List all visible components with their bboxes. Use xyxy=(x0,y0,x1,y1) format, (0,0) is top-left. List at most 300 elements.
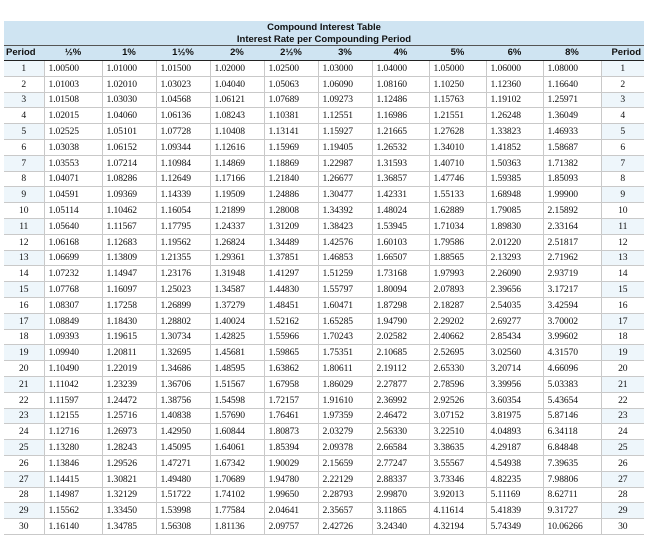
factor-cell: 1.10408 xyxy=(210,124,264,140)
factor-cell: 1.17795 xyxy=(156,218,210,234)
period-cell-right: 9 xyxy=(601,187,644,203)
factor-cell: 1.12551 xyxy=(318,108,372,124)
factor-cell: 1.94790 xyxy=(372,313,429,329)
factor-cell: 1.09369 xyxy=(102,187,156,203)
factor-cell: 1.15969 xyxy=(264,139,318,155)
factor-cell: 1.48451 xyxy=(264,297,318,313)
factor-cell: 1.20811 xyxy=(102,345,156,361)
period-cell-right: 10 xyxy=(601,203,644,219)
factor-cell: 1.14339 xyxy=(156,187,210,203)
factor-cell: 2.15659 xyxy=(318,455,372,471)
factor-cell: 1.08000 xyxy=(543,61,601,77)
table-subtitle: Interest Rate per Compounding Period xyxy=(4,33,644,46)
factor-cell: 2.85434 xyxy=(486,329,543,345)
factor-cell: 4.82235 xyxy=(486,471,543,487)
factor-cell: 1.40838 xyxy=(156,408,210,424)
column-header-rate: 1½% xyxy=(156,46,210,61)
period-cell: 26 xyxy=(4,455,44,471)
factor-cell: 2.39656 xyxy=(486,282,543,298)
factor-cell: 1.14987 xyxy=(44,487,102,503)
table-row xyxy=(4,282,644,298)
factor-cell: 1.11042 xyxy=(44,376,102,392)
period-cell-right: 11 xyxy=(601,218,644,234)
factor-cell: 1.87298 xyxy=(372,297,429,313)
factor-cell: 1.01000 xyxy=(102,61,156,77)
factor-cell: 1.38423 xyxy=(318,218,372,234)
factor-cell: 1.42825 xyxy=(210,329,264,345)
period-cell-right: 20 xyxy=(601,361,644,377)
factor-cell: 4.11614 xyxy=(429,503,486,519)
factor-cell: 1.01508 xyxy=(44,92,102,108)
factor-cell: 1.37279 xyxy=(210,297,264,313)
factor-cell: 8.62711 xyxy=(543,487,601,503)
factor-cell: 1.48595 xyxy=(210,361,264,377)
factor-cell: 1.31209 xyxy=(264,218,318,234)
factor-cell: 1.06699 xyxy=(44,250,102,266)
factor-cell: 1.45681 xyxy=(210,345,264,361)
factor-cell: 1.03553 xyxy=(44,155,102,171)
factor-cell: 1.65285 xyxy=(318,313,372,329)
table-row xyxy=(4,218,644,234)
factor-cell: 1.02000 xyxy=(210,61,264,77)
factor-cell: 1.99650 xyxy=(264,487,318,503)
factor-cell: 1.36706 xyxy=(156,376,210,392)
factor-cell: 1.31593 xyxy=(372,155,429,171)
factor-cell: 1.19102 xyxy=(486,92,543,108)
factor-cell: 2.19112 xyxy=(372,361,429,377)
factor-cell: 1.79085 xyxy=(486,203,543,219)
period-cell-right: 7 xyxy=(601,155,644,171)
factor-cell: 2.02582 xyxy=(372,329,429,345)
table-row xyxy=(4,345,644,361)
factor-cell: 1.06136 xyxy=(156,108,210,124)
factor-cell: 3.92013 xyxy=(429,487,486,503)
factor-cell: 1.40024 xyxy=(210,313,264,329)
period-cell-right: 24 xyxy=(601,424,644,440)
factor-cell: 1.08307 xyxy=(44,297,102,313)
table-row xyxy=(4,487,644,503)
factor-cell: 4.66096 xyxy=(543,361,601,377)
column-header-rate: 6% xyxy=(486,46,543,61)
factor-cell: 1.07768 xyxy=(44,282,102,298)
factor-cell: 1.08849 xyxy=(44,313,102,329)
factor-cell: 2.88337 xyxy=(372,471,429,487)
column-header-rate: 2½% xyxy=(264,46,318,61)
factor-cell: 1.13280 xyxy=(44,440,102,456)
factor-cell: 1.70689 xyxy=(210,471,264,487)
period-cell: 15 xyxy=(4,282,44,298)
period-cell-right: 18 xyxy=(601,329,644,345)
factor-cell: 1.14869 xyxy=(210,155,264,171)
factor-cell: 2.18287 xyxy=(429,297,486,313)
factor-cell: 1.58687 xyxy=(543,139,601,155)
factor-cell: 1.51567 xyxy=(210,376,264,392)
factor-cell: 1.80873 xyxy=(264,424,318,440)
table-row xyxy=(4,250,644,266)
factor-cell: 1.04071 xyxy=(44,171,102,187)
factor-cell: 2.69277 xyxy=(486,313,543,329)
factor-cell: 5.41839 xyxy=(486,503,543,519)
factor-cell: 1.19562 xyxy=(156,234,210,250)
factor-cell: 1.15763 xyxy=(429,92,486,108)
period-cell-right: 17 xyxy=(601,313,644,329)
factor-cell: 1.12649 xyxy=(156,171,210,187)
factor-cell: 1.29361 xyxy=(210,250,264,266)
period-cell-right: 28 xyxy=(601,487,644,503)
factor-cell: 1.53998 xyxy=(156,503,210,519)
factor-cell: 1.51259 xyxy=(318,266,372,282)
period-cell: 3 xyxy=(4,92,44,108)
period-cell: 22 xyxy=(4,392,44,408)
factor-cell: 1.19405 xyxy=(318,139,372,155)
factor-cell: 1.15562 xyxy=(44,503,102,519)
period-cell-right: 6 xyxy=(601,139,644,155)
period-cell-right: 14 xyxy=(601,266,644,282)
factor-cell: 2.52695 xyxy=(429,345,486,361)
period-cell: 16 xyxy=(4,297,44,313)
factor-cell: 1.59385 xyxy=(486,171,543,187)
factor-cell: 2.99870 xyxy=(372,487,429,503)
factor-cell: 2.65330 xyxy=(429,361,486,377)
factor-cell: 1.25716 xyxy=(102,408,156,424)
period-cell: 5 xyxy=(4,124,44,140)
factor-cell: 1.11597 xyxy=(44,392,102,408)
period-cell-right: 13 xyxy=(601,250,644,266)
factor-cell: 1.18430 xyxy=(102,313,156,329)
factor-cell: 1.77584 xyxy=(210,503,264,519)
period-cell-right: 23 xyxy=(601,408,644,424)
factor-cell: 1.14415 xyxy=(44,471,102,487)
factor-cell: 2.15892 xyxy=(543,203,601,219)
column-header-period: Period xyxy=(4,46,44,61)
factor-cell: 3.24340 xyxy=(372,519,429,535)
factor-cell: 1.15927 xyxy=(318,124,372,140)
factor-cell: 1.16140 xyxy=(44,519,102,535)
factor-cell: 1.22019 xyxy=(102,361,156,377)
factor-cell: 2.26090 xyxy=(486,266,543,282)
factor-cell: 1.46853 xyxy=(318,250,372,266)
period-cell-right: 27 xyxy=(601,471,644,487)
factor-cell: 1.07728 xyxy=(156,124,210,140)
factor-cell: 1.97359 xyxy=(318,408,372,424)
factor-cell: 1.05063 xyxy=(264,76,318,92)
compound-interest-table-container xyxy=(4,21,644,535)
factor-cell: 1.03038 xyxy=(44,139,102,155)
table-row xyxy=(4,313,644,329)
factor-cell: 1.57690 xyxy=(210,408,264,424)
factor-cell: 3.17217 xyxy=(543,282,601,298)
factor-cell: 1.08286 xyxy=(102,171,156,187)
factor-cell: 1.36857 xyxy=(372,171,429,187)
factor-cell: 2.29202 xyxy=(429,313,486,329)
factor-cell: 1.89830 xyxy=(486,218,543,234)
factor-cell: 1.55797 xyxy=(318,282,372,298)
factor-cell: 5.74349 xyxy=(486,519,543,535)
table-row xyxy=(4,297,644,313)
period-cell-right: 5 xyxy=(601,124,644,140)
factor-cell: 1.30477 xyxy=(318,187,372,203)
factor-cell: 3.81975 xyxy=(486,408,543,424)
period-cell: 1 xyxy=(4,61,44,77)
factor-cell: 1.94780 xyxy=(264,471,318,487)
table-row xyxy=(4,171,644,187)
factor-cell: 1.06000 xyxy=(486,61,543,77)
table-row xyxy=(4,266,644,282)
factor-cell: 1.99900 xyxy=(543,187,601,203)
column-header-rate: 1% xyxy=(102,46,156,61)
period-cell-right: 4 xyxy=(601,108,644,124)
factor-cell: 1.14947 xyxy=(102,266,156,282)
factor-cell: 1.27628 xyxy=(429,124,486,140)
factor-cell: 1.07232 xyxy=(44,266,102,282)
factor-cell: 1.09273 xyxy=(318,92,372,108)
period-cell-right: 15 xyxy=(601,282,644,298)
factor-cell: 2.10685 xyxy=(372,345,429,361)
factor-cell: 1.49480 xyxy=(156,471,210,487)
factor-cell: 3.07152 xyxy=(429,408,486,424)
factor-cell: 4.31570 xyxy=(543,345,601,361)
factor-cell: 1.25023 xyxy=(156,282,210,298)
period-cell: 20 xyxy=(4,361,44,377)
factor-cell: 1.10250 xyxy=(429,76,486,92)
compound-interest-table xyxy=(4,21,644,535)
factor-cell: 2.54035 xyxy=(486,297,543,313)
period-cell: 8 xyxy=(4,171,44,187)
factor-cell: 6.34118 xyxy=(543,424,601,440)
period-cell: 14 xyxy=(4,266,44,282)
table-row xyxy=(4,139,644,155)
factor-cell: 2.09757 xyxy=(264,519,318,535)
factor-cell: 1.18869 xyxy=(264,155,318,171)
factor-cell: 1.91610 xyxy=(318,392,372,408)
factor-cell: 1.08243 xyxy=(210,108,264,124)
factor-cell: 1.21551 xyxy=(429,108,486,124)
factor-cell: 1.16640 xyxy=(543,76,601,92)
factor-cell: 1.76461 xyxy=(264,408,318,424)
factor-cell: 1.03000 xyxy=(318,61,372,77)
factor-cell: 4.54938 xyxy=(486,455,543,471)
factor-cell: 1.12360 xyxy=(486,76,543,92)
factor-cell: 1.81136 xyxy=(210,519,264,535)
period-cell: 6 xyxy=(4,139,44,155)
factor-cell: 1.21665 xyxy=(372,124,429,140)
factor-cell: 1.53945 xyxy=(372,218,429,234)
factor-cell: 4.04893 xyxy=(486,424,543,440)
factor-cell: 1.59865 xyxy=(264,345,318,361)
factor-cell: 1.85093 xyxy=(543,171,601,187)
factor-cell: 1.28008 xyxy=(264,203,318,219)
factor-cell: 1.11567 xyxy=(102,218,156,234)
period-cell: 19 xyxy=(4,345,44,361)
factor-cell: 1.33450 xyxy=(102,503,156,519)
factor-cell: 1.05114 xyxy=(44,203,102,219)
period-cell-right: 3 xyxy=(601,92,644,108)
factor-cell: 1.55966 xyxy=(264,329,318,345)
table-row xyxy=(4,108,644,124)
table-row xyxy=(4,361,644,377)
factor-cell: 3.39956 xyxy=(486,376,543,392)
factor-cell: 2.27877 xyxy=(372,376,429,392)
factor-cell: 1.90029 xyxy=(264,455,318,471)
factor-cell: 1.72157 xyxy=(264,392,318,408)
factor-cell: 1.02500 xyxy=(264,61,318,77)
period-cell-right: 25 xyxy=(601,440,644,456)
period-cell-right: 1 xyxy=(601,61,644,77)
factor-cell: 1.07214 xyxy=(102,155,156,171)
factor-cell: 2.09378 xyxy=(318,440,372,456)
factor-cell: 3.73346 xyxy=(429,471,486,487)
factor-cell: 1.68948 xyxy=(486,187,543,203)
column-header-rate: 4% xyxy=(372,46,429,61)
factor-cell: 5.43654 xyxy=(543,392,601,408)
factor-cell: 3.20714 xyxy=(486,361,543,377)
period-cell: 10 xyxy=(4,203,44,219)
column-header-rate: 5% xyxy=(429,46,486,61)
factor-cell: 1.04040 xyxy=(210,76,264,92)
table-row xyxy=(4,92,644,108)
factor-cell: 7.39635 xyxy=(543,455,601,471)
factor-cell: 1.60471 xyxy=(318,297,372,313)
period-cell-right: 2 xyxy=(601,76,644,92)
factor-cell: 1.34785 xyxy=(102,519,156,535)
factor-cell: 1.41852 xyxy=(486,139,543,155)
factor-cell: 1.38756 xyxy=(156,392,210,408)
factor-cell: 1.34686 xyxy=(156,361,210,377)
factor-cell: 1.37851 xyxy=(264,250,318,266)
period-cell: 28 xyxy=(4,487,44,503)
factor-cell: 1.13809 xyxy=(102,250,156,266)
factor-cell: 1.60103 xyxy=(372,234,429,250)
table-row xyxy=(4,203,644,219)
column-header-period-right: Period xyxy=(601,46,644,61)
period-cell-right: 22 xyxy=(601,392,644,408)
factor-cell: 1.12716 xyxy=(44,424,102,440)
period-cell: 25 xyxy=(4,440,44,456)
factor-cell: 1.12155 xyxy=(44,408,102,424)
factor-cell: 1.12486 xyxy=(372,92,429,108)
factor-cell: 1.17166 xyxy=(210,171,264,187)
factor-cell: 1.26899 xyxy=(156,297,210,313)
factor-cell: 2.28793 xyxy=(318,487,372,503)
table-row xyxy=(4,519,644,535)
factor-cell: 2.03279 xyxy=(318,424,372,440)
table-row xyxy=(4,392,644,408)
factor-cell: 1.55133 xyxy=(429,187,486,203)
table-row xyxy=(4,124,644,140)
factor-cell: 1.06090 xyxy=(318,76,372,92)
factor-cell: 3.99602 xyxy=(543,329,601,345)
factor-cell: 1.24472 xyxy=(102,392,156,408)
table-row xyxy=(4,329,644,345)
factor-cell: 1.26973 xyxy=(102,424,156,440)
factor-cell: 1.42950 xyxy=(156,424,210,440)
table-row xyxy=(4,234,644,250)
factor-cell: 1.71382 xyxy=(543,155,601,171)
period-cell-right: 26 xyxy=(601,455,644,471)
factor-cell: 1.56308 xyxy=(156,519,210,535)
factor-cell: 2.33164 xyxy=(543,218,601,234)
period-cell: 7 xyxy=(4,155,44,171)
period-cell-right: 16 xyxy=(601,297,644,313)
factor-cell: 3.70002 xyxy=(543,313,601,329)
factor-cell: 1.63862 xyxy=(264,361,318,377)
factor-cell: 1.02015 xyxy=(44,108,102,124)
period-cell: 27 xyxy=(4,471,44,487)
factor-cell: 1.00500 xyxy=(44,61,102,77)
factor-cell: 1.22987 xyxy=(318,155,372,171)
factor-cell: 4.32194 xyxy=(429,519,486,535)
factor-cell: 3.42594 xyxy=(543,297,601,313)
factor-cell: 3.22510 xyxy=(429,424,486,440)
factor-cell: 1.29526 xyxy=(102,455,156,471)
factor-cell: 1.36049 xyxy=(543,108,601,124)
factor-cell: 4.29187 xyxy=(486,440,543,456)
period-cell: 4 xyxy=(4,108,44,124)
factor-cell: 1.34489 xyxy=(264,234,318,250)
factor-cell: 5.87146 xyxy=(543,408,601,424)
factor-cell: 1.26532 xyxy=(372,139,429,155)
factor-cell: 1.30821 xyxy=(102,471,156,487)
factor-cell: 2.56330 xyxy=(372,424,429,440)
factor-cell: 1.28802 xyxy=(156,313,210,329)
factor-cell: 1.05000 xyxy=(429,61,486,77)
factor-cell: 1.73168 xyxy=(372,266,429,282)
factor-cell: 2.01220 xyxy=(486,234,543,250)
table-row xyxy=(4,187,644,203)
factor-cell: 1.60844 xyxy=(210,424,264,440)
column-header-rate: 2% xyxy=(210,46,264,61)
factor-cell: 1.80611 xyxy=(318,361,372,377)
factor-cell: 1.28243 xyxy=(102,440,156,456)
factor-cell: 1.52162 xyxy=(264,313,318,329)
factor-cell: 1.26824 xyxy=(210,234,264,250)
factor-cell: 1.40710 xyxy=(429,155,486,171)
factor-cell: 10.06266 xyxy=(543,519,601,535)
factor-cell: 1.42576 xyxy=(318,234,372,250)
factor-cell: 1.26248 xyxy=(486,108,543,124)
column-header-rate: ½% xyxy=(44,46,102,61)
factor-cell: 5.11169 xyxy=(486,487,543,503)
factor-cell: 1.19509 xyxy=(210,187,264,203)
factor-cell: 2.51817 xyxy=(543,234,601,250)
factor-cell: 1.41297 xyxy=(264,266,318,282)
period-cell: 11 xyxy=(4,218,44,234)
factor-cell: 1.23176 xyxy=(156,266,210,282)
period-cell-right: 30 xyxy=(601,519,644,535)
table-row xyxy=(4,440,644,456)
factor-cell: 1.32129 xyxy=(102,487,156,503)
factor-cell: 1.46933 xyxy=(543,124,601,140)
factor-cell: 1.19615 xyxy=(102,329,156,345)
factor-cell: 2.66584 xyxy=(372,440,429,456)
factor-cell: 1.13141 xyxy=(264,124,318,140)
factor-cell: 1.34587 xyxy=(210,282,264,298)
period-cell: 21 xyxy=(4,376,44,392)
factor-cell: 1.21899 xyxy=(210,203,264,219)
period-cell: 13 xyxy=(4,250,44,266)
factor-cell: 1.01500 xyxy=(156,61,210,77)
factor-cell: 1.06168 xyxy=(44,234,102,250)
factor-cell: 1.04000 xyxy=(372,61,429,77)
factor-cell: 1.09940 xyxy=(44,345,102,361)
factor-cell: 1.30734 xyxy=(156,329,210,345)
factor-cell: 1.07689 xyxy=(264,92,318,108)
factor-cell: 1.34010 xyxy=(429,139,486,155)
factor-cell: 1.67342 xyxy=(210,455,264,471)
table-row xyxy=(4,408,644,424)
factor-cell: 2.40662 xyxy=(429,329,486,345)
factor-cell: 1.06121 xyxy=(210,92,264,108)
